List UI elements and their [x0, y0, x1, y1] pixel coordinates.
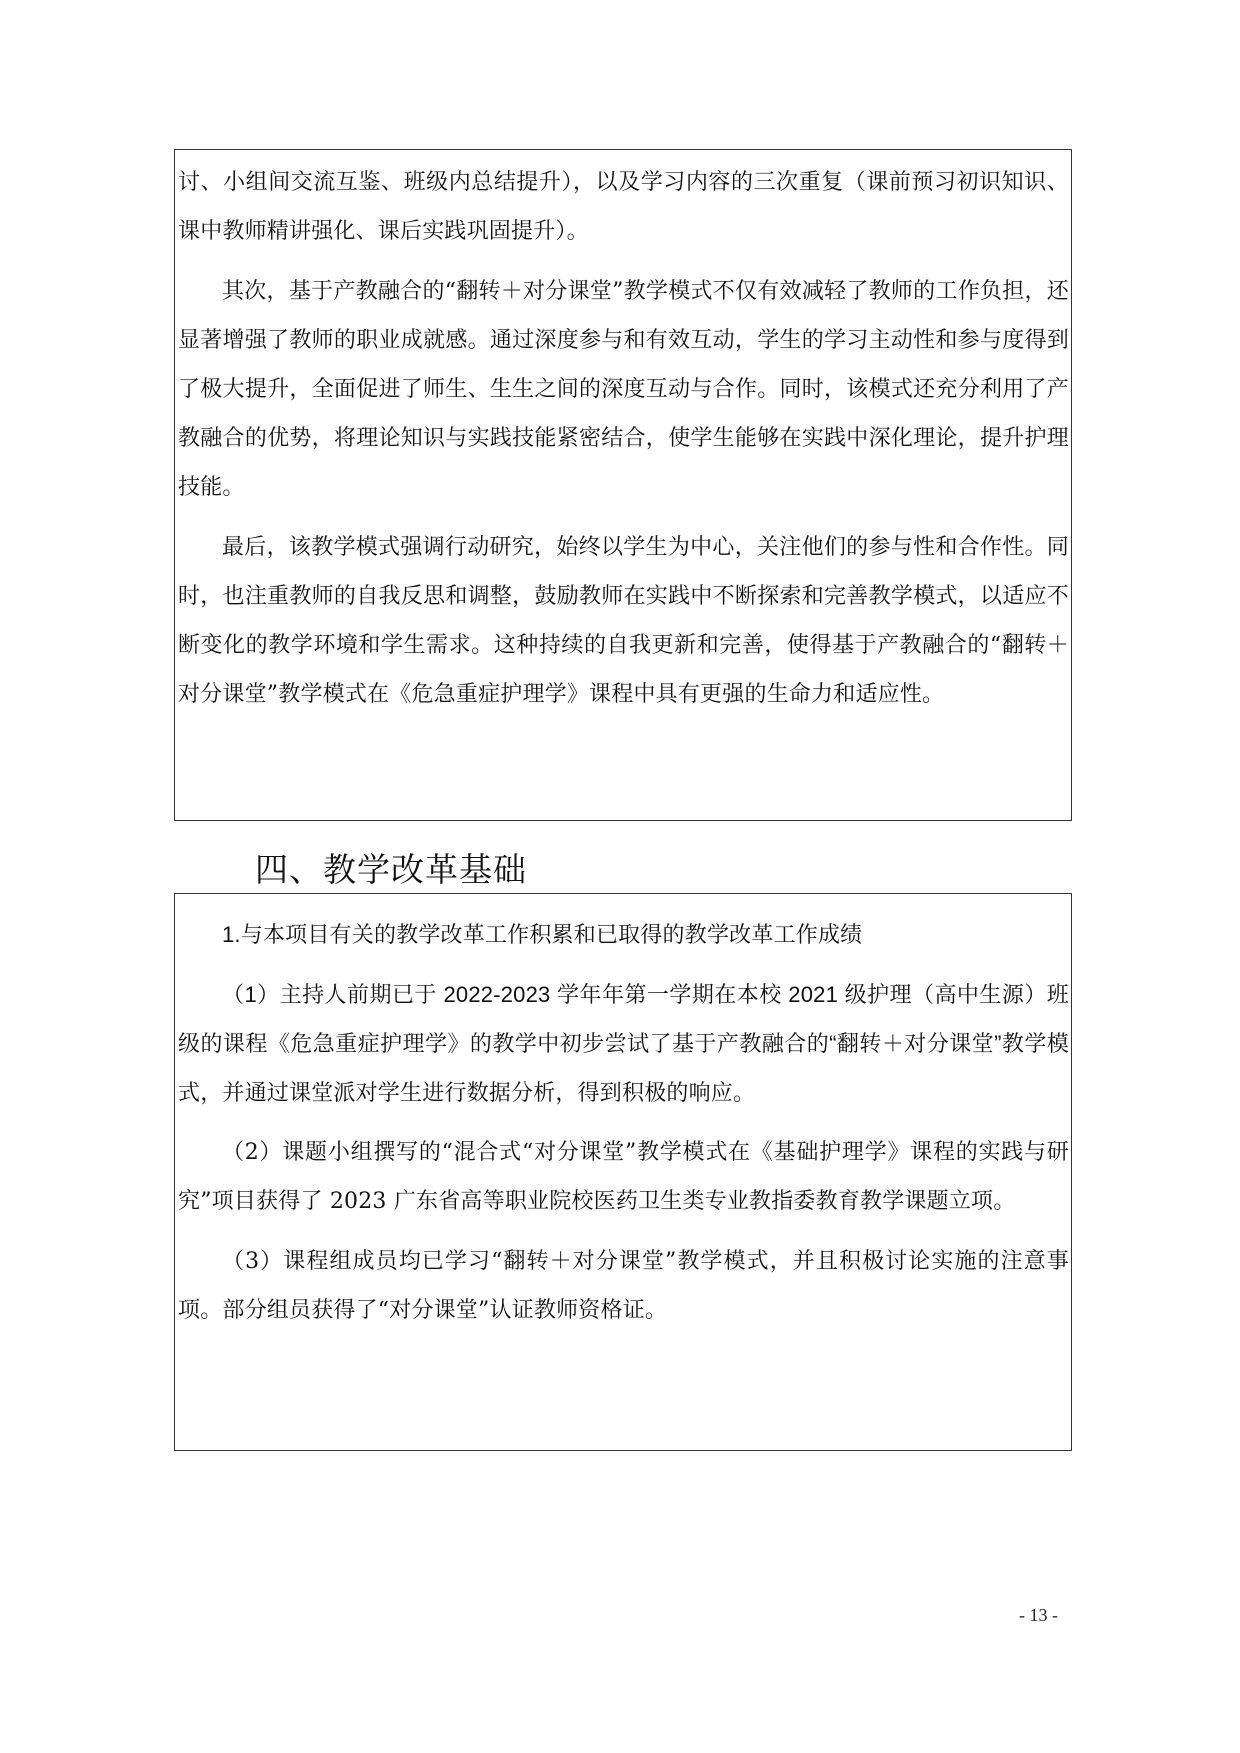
content-box-reform-basis [174, 893, 1072, 1451]
section-heading: 四、教学改革基础 [255, 850, 527, 889]
reform-basis-intro: 1.与本项目有关的教学改革工作积累和已取得的教学改革工作成绩 [222, 922, 863, 947]
page-number: - 13 - [1019, 1605, 1058, 1625]
paragraph-continuation: 讨、小组间交流互鉴、班级内总结提升），以及学习内容的三次重复（课前预习初识知识、课中教师精讲强化、课后实践巩固提升）。 [178, 170, 1069, 244]
paragraph-second-point: 其次，基于产教融合的“翻转＋对分课堂”教学模式不仅有效减轻了教师的工作负担，还显著增强了教师的职业成就感。通过深度参与和有效互动，学生的学习主动性和参与度得到了极大提升，全面促进了师生、生生之间的深度互动与合作。同时，该模式还充分利用了产教融合的优势，将理论知识与实践技能紧密结合，使学生能够在实践中深化理论，提升护理技能。 [178, 279, 1069, 500]
content-box-continued [174, 149, 1072, 821]
reform-basis-item-3: （3）课程组成员均已学习“翻转＋对分课堂”教学模式，并且积极讨论实施的注意事项。部分组员获得了“对分课堂”认证教师资格证。 [178, 1249, 1069, 1323]
reform-basis-item-1: （1）主持人前期已于 2022-2023 学年年第一学期在本校 2021 级护理（高中生源）班级的课程《危急重症护理学》的教学中初步尝试了基于产教融合的“翻转＋对分课堂”教学模式，并通过课堂派对学生进行数据分析，得到积极的响应。 [178, 982, 1069, 1105]
paragraph-final-point: 最后，该教学模式强调行动研究，始终以学生为中心，关注他们的参与性和合作性。同时，也注重教师的自我反思和调整，鼓励教师在实践中不断探索和完善教学模式，以适应不断变化的教学环境和学生需求。这种持续的自我更新和完善，使得基于产教融合的“翻转＋对分课堂”教学模式在《危急重症护理学》课程中具有更强的生命力和适应性。 [178, 535, 1069, 707]
reform-basis-item-2: （2）课题小组撰写的“混合式“对分课堂”教学模式在《基础护理学》课程的实践与研究”项目获得了 2023 广东省高等职业院校医药卫生类专业教指委教育教学课题立项。 [178, 1140, 1069, 1214]
